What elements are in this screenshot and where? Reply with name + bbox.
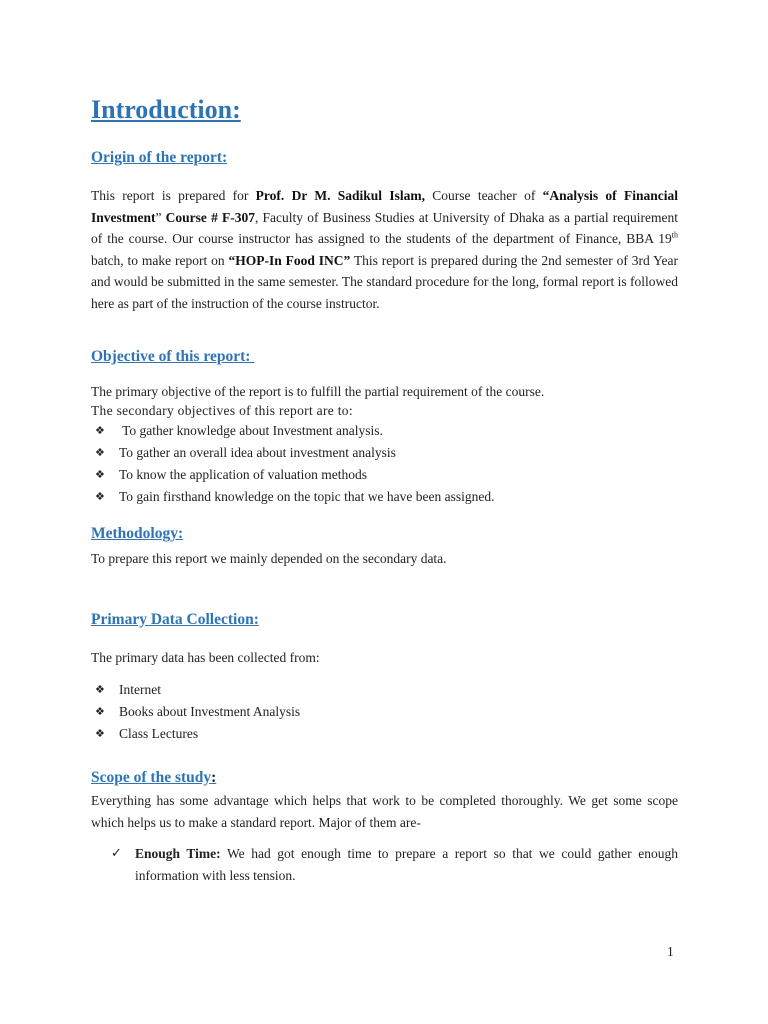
diamond-bullet-icon: ❖: [95, 705, 105, 718]
list-item: ❖ Books about Investment Analysis: [91, 701, 678, 723]
origin-paragraph: This report is prepared for Prof. Dr M. Sadikul Islam, Course teacher of “Analysis of Financial Investment” Course # F-307, Faculty of Business Studies at University of Dhaka as a partial requirement of the course. Our course instructor has assigned to the students of the department of Finance, BBA 19th batch, to make report on “HOP-In Food INC” This report is prepared during the 2nd semester of 3rd Year and would be submitted in the same semester. The standard procedure for the long, formal report is followed here as part of the instruction of the course instructor.: [91, 188, 679, 311]
page-number: 1: [667, 944, 674, 959]
checkmark-icon: ✓: [111, 846, 122, 861]
methodology-text: To prepare this report we mainly depended on the secondary data.: [91, 551, 447, 566]
heading-origin: Origin of the report:: [91, 149, 228, 166]
heading-primary-data: Primary Data Collection:: [91, 610, 259, 628]
list-item: ❖ To gain firsthand knowledge on the topic that we have been assigned.: [91, 486, 678, 508]
diamond-bullet-icon: ❖: [95, 727, 105, 740]
list-item: ✓ Enough Time: We had got enough time to prepare a report so that we could gather enough information with less tension.: [135, 843, 678, 887]
list-item: ❖ Internet: [91, 679, 678, 701]
list-item: ❖ To gather knowledge about Investment analysis.: [91, 420, 678, 442]
page-content: [91, 92, 678, 887]
diamond-bullet-icon: ❖: [95, 468, 105, 481]
diamond-bullet-icon: ❖: [95, 446, 105, 459]
diamond-bullet-icon: ❖: [95, 490, 105, 503]
list-item: ❖ To gather an overall idea about investment analysis: [91, 442, 678, 464]
scope-list: [91, 843, 678, 887]
primary-data-list: [91, 679, 678, 745]
primary-data-intro: The primary data has been collected from:: [91, 649, 320, 665]
diamond-bullet-icon: ❖: [95, 424, 105, 437]
objective-secondary-intro: The secondary objectives of this report are to:: [91, 403, 353, 418]
objective-list: [91, 420, 678, 508]
heading-methodology: Methodology:: [91, 525, 184, 542]
list-item: ❖ To know the application of valuation methods: [91, 464, 678, 486]
diamond-bullet-icon: ❖: [95, 683, 105, 696]
scope-text: Everything has some advantage which helps that work to be completed thoroughly. We get some scope which helps us to make a standard report. Major of them are-: [91, 793, 678, 830]
list-item: ❖ Class Lectures: [91, 723, 678, 745]
heading-objective: Objective of this report:: [91, 348, 255, 365]
heading-scope: Scope of the study:: [91, 769, 217, 786]
objective-primary: The primary objective of the report is to fulfill the partial requirement of the course.: [91, 384, 545, 399]
page-title: Introduction:: [91, 95, 241, 124]
